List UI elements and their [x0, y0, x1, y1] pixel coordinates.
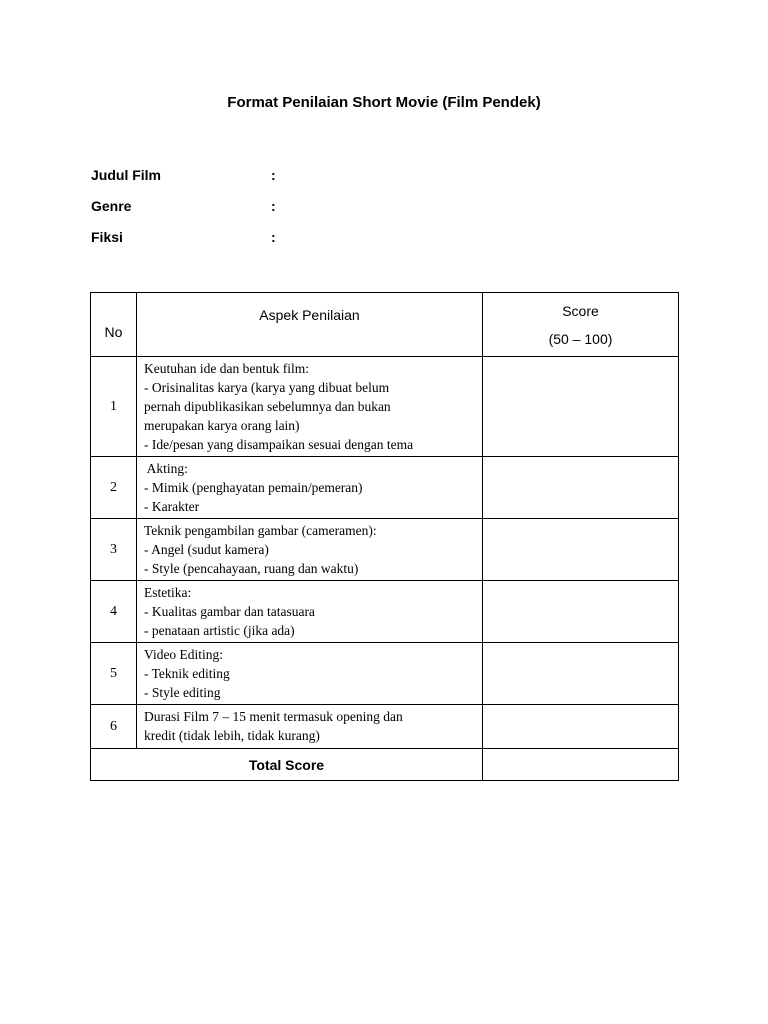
- field-genre: [91, 196, 276, 216]
- field-fiksi: [91, 227, 276, 247]
- row-aspect: [137, 519, 483, 581]
- aspect-line: - Karakter: [144, 499, 200, 514]
- aspect-line: - Style editing: [144, 685, 221, 700]
- score-cell[interactable]: [483, 705, 679, 749]
- table-row: [91, 643, 679, 705]
- row-aspect: [137, 581, 483, 643]
- row-number: 4: [91, 581, 137, 643]
- header-aspek-penilaian: Aspek Penilaian: [137, 293, 483, 357]
- row-number: 2: [91, 457, 137, 519]
- row-aspect: [137, 457, 483, 519]
- aspect-line: pernah dipublikasikan sebelumnya dan bukan: [144, 399, 391, 414]
- row-aspect: [137, 643, 483, 705]
- aspect-line: - Mimik (penghayatan pemain/pemeran): [144, 480, 363, 495]
- score-cell[interactable]: [483, 457, 679, 519]
- total-score-label: Total Score: [91, 749, 483, 781]
- aspect-line: - Kualitas gambar dan tatasuara: [144, 604, 315, 619]
- row-aspect: [137, 357, 483, 457]
- aspect-line: Video Editing:: [144, 647, 224, 662]
- document-title: Format Penilaian Short Movie (Film Pendek): [227, 94, 541, 111]
- aspect-line: - Orisinalitas karya (karya yang dibuat belum: [144, 380, 390, 395]
- field-judul-film: [91, 165, 276, 185]
- aspect-line: Estetika:: [144, 585, 192, 600]
- aspect-line: - Angel (sudut kamera): [144, 542, 269, 557]
- score-cell[interactable]: [483, 643, 679, 705]
- row-number: 1: [91, 357, 137, 457]
- field-colon: :: [271, 167, 276, 183]
- score-cell[interactable]: [483, 357, 679, 457]
- row-number: 3: [91, 519, 137, 581]
- aspect-line: - Teknik editing: [144, 666, 230, 681]
- header-score-range: (50 – 100): [548, 331, 613, 347]
- field-label: Genre: [91, 198, 132, 214]
- assessment-table: [90, 292, 679, 781]
- table-row: [91, 581, 679, 643]
- aspect-line: kredit (tidak lebih, tidak kurang): [144, 728, 320, 743]
- aspect-line: Akting:: [144, 461, 188, 476]
- table-header-row: [91, 293, 679, 357]
- aspect-line: - penataan artistic (jika ada): [144, 623, 295, 638]
- field-label: Judul Film: [91, 167, 161, 183]
- field-label: Fiksi: [91, 229, 123, 245]
- score-cell[interactable]: [483, 581, 679, 643]
- table-row: [91, 519, 679, 581]
- aspect-line: merupakan karya orang lain): [144, 418, 300, 433]
- row-number: 6: [91, 705, 137, 749]
- total-row: [91, 749, 679, 781]
- row-number: 5: [91, 643, 137, 705]
- table-row: [91, 357, 679, 457]
- total-score-cell[interactable]: [483, 749, 679, 781]
- row-aspect: [137, 705, 483, 749]
- aspect-line: Teknik pengambilan gambar (cameramen):: [144, 523, 377, 538]
- table-row: [91, 705, 679, 749]
- aspect-line: Keutuhan ide dan bentuk film:: [144, 361, 309, 376]
- table-row: [91, 457, 679, 519]
- aspect-line: - Style (pencahayaan, ruang dan waktu): [144, 561, 359, 576]
- header-no: No: [91, 293, 137, 357]
- header-score-label: Score: [562, 303, 599, 319]
- header-score: [483, 293, 679, 357]
- aspect-line: Durasi Film 7 – 15 menit termasuk opening dan: [144, 709, 403, 724]
- field-colon: :: [271, 198, 276, 214]
- score-cell[interactable]: [483, 519, 679, 581]
- field-colon: :: [271, 229, 276, 245]
- aspect-line: - Ide/pesan yang disampaikan sesuai dengan tema: [144, 437, 414, 452]
